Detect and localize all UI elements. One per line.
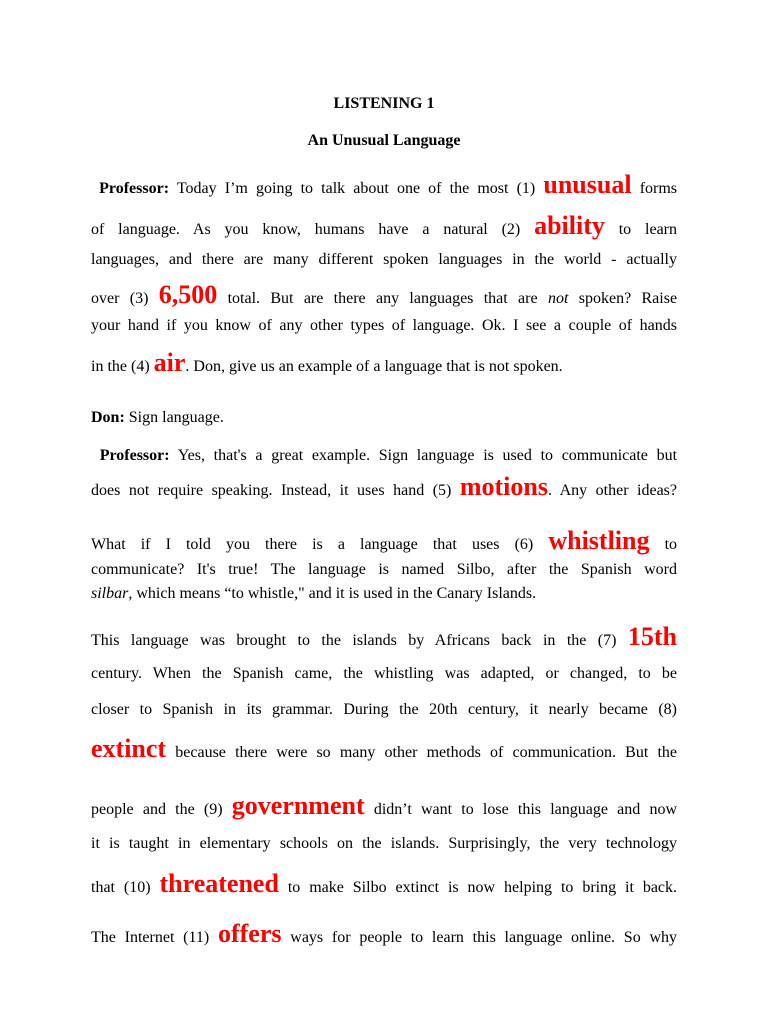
text-line: [91, 277, 677, 315]
text-line: [91, 907, 677, 957]
text-line: [91, 525, 677, 559]
text-run: does not require speaking. Instead, it uses hand (5): [91, 482, 452, 499]
text-line: [91, 339, 677, 383]
text-line: [91, 249, 677, 277]
paragraph-don: [91, 407, 677, 429]
text-run: ways for people to learn this language online. So why: [290, 929, 678, 946]
text-line: [91, 445, 677, 469]
page-title: LISTENING 1: [333, 95, 435, 112]
text-run: spoken? Raise: [578, 290, 678, 307]
text-line: [91, 727, 677, 779]
text-run: languages, and there are many different spoken languages in the world - actually: [91, 251, 677, 268]
text-run: Yes, that's a great example. Sign language is used to communicate but: [177, 447, 678, 464]
text-line: [91, 469, 677, 509]
text-run: people and the (9): [91, 801, 223, 818]
text-run: of language. As you know, humans have a natural (2): [91, 221, 521, 238]
paragraph-silbo: [91, 525, 677, 607]
text-run: total. But are there any languages that are: [227, 290, 538, 307]
text-run: Sign language.: [128, 409, 224, 426]
text-line: [91, 583, 677, 607]
text-line: [91, 315, 677, 339]
answer-4: air: [153, 348, 186, 377]
page-subtitle: An Unusual Language: [307, 132, 461, 149]
speaker-label: Professor:: [99, 447, 170, 464]
answer-11: offers: [217, 919, 282, 948]
text-run: in the (4): [91, 358, 150, 375]
speaker-label: Professor:: [99, 180, 170, 197]
text-run: . Don, give us an example of a language that is not spoken.: [185, 358, 563, 375]
text-run: Today I’m going to talk about one of the most (1): [176, 180, 536, 197]
text-run: The Internet (11): [91, 929, 210, 946]
text-line: [91, 693, 677, 727]
paragraph-professor-2: [91, 445, 677, 509]
text-line: [91, 559, 677, 583]
text-run: over (3): [91, 290, 149, 307]
text-run: forms: [639, 180, 678, 197]
paragraph-history: [91, 621, 677, 957]
text-run: because there were so many other methods of communication. But the: [175, 744, 677, 761]
text-run: to make Silbo extinct is now helping to bring it back.: [287, 879, 678, 896]
answer-5: motions: [459, 472, 548, 501]
emphasis-not: not: [547, 290, 569, 307]
text-line: [91, 169, 677, 209]
answer-8: extinct: [91, 734, 167, 763]
text-line: [91, 779, 677, 829]
text-line: [91, 661, 677, 693]
text-line: [91, 407, 677, 429]
answer-1: unusual: [543, 170, 632, 199]
answer-3: 6,500: [158, 280, 218, 309]
text-line: [91, 829, 677, 857]
text-run: This language was brought to the islands by Africans back in the (7): [91, 632, 617, 649]
answer-7: 15th: [627, 622, 678, 651]
text-line: [91, 857, 677, 907]
text-run: to learn: [618, 221, 677, 238]
text-run: didn’t want to lose this language and now: [373, 801, 678, 818]
speaker-label: Don:: [91, 409, 125, 426]
answer-6: whistling: [548, 526, 650, 555]
text-line: [91, 209, 677, 249]
text-run: that (10): [91, 879, 151, 896]
answer-10: threatened: [159, 869, 279, 898]
text-run: it is taught in elementary schools on the islands. Surprisingly, the very technology: [91, 835, 677, 852]
text-run: century. When the Spanish came, the whistling was adapted, or changed, to be: [91, 665, 677, 682]
answer-2: ability: [534, 211, 605, 240]
text-run: What if I told you there is a language that uses (6): [91, 536, 534, 553]
text-line: [91, 621, 677, 661]
text-run: communicate? It's true! The language is named Silbo, after the Spanish word: [91, 561, 677, 578]
text-run: your hand if you know of any other types of language. Ok. I see a couple of hands: [91, 317, 677, 334]
paragraph-professor-1: [91, 169, 677, 383]
text-run: closer to Spanish in its grammar. During the 20th century, it nearly became (8): [91, 701, 677, 718]
emphasis-silbar: silbar: [91, 585, 129, 602]
text-run: . Any other ideas?: [547, 482, 678, 499]
text-run: to: [664, 536, 678, 553]
answer-9: government: [231, 791, 365, 820]
text-run: , which means “to whistle," and it is used in the Canary Islands.: [128, 585, 537, 602]
